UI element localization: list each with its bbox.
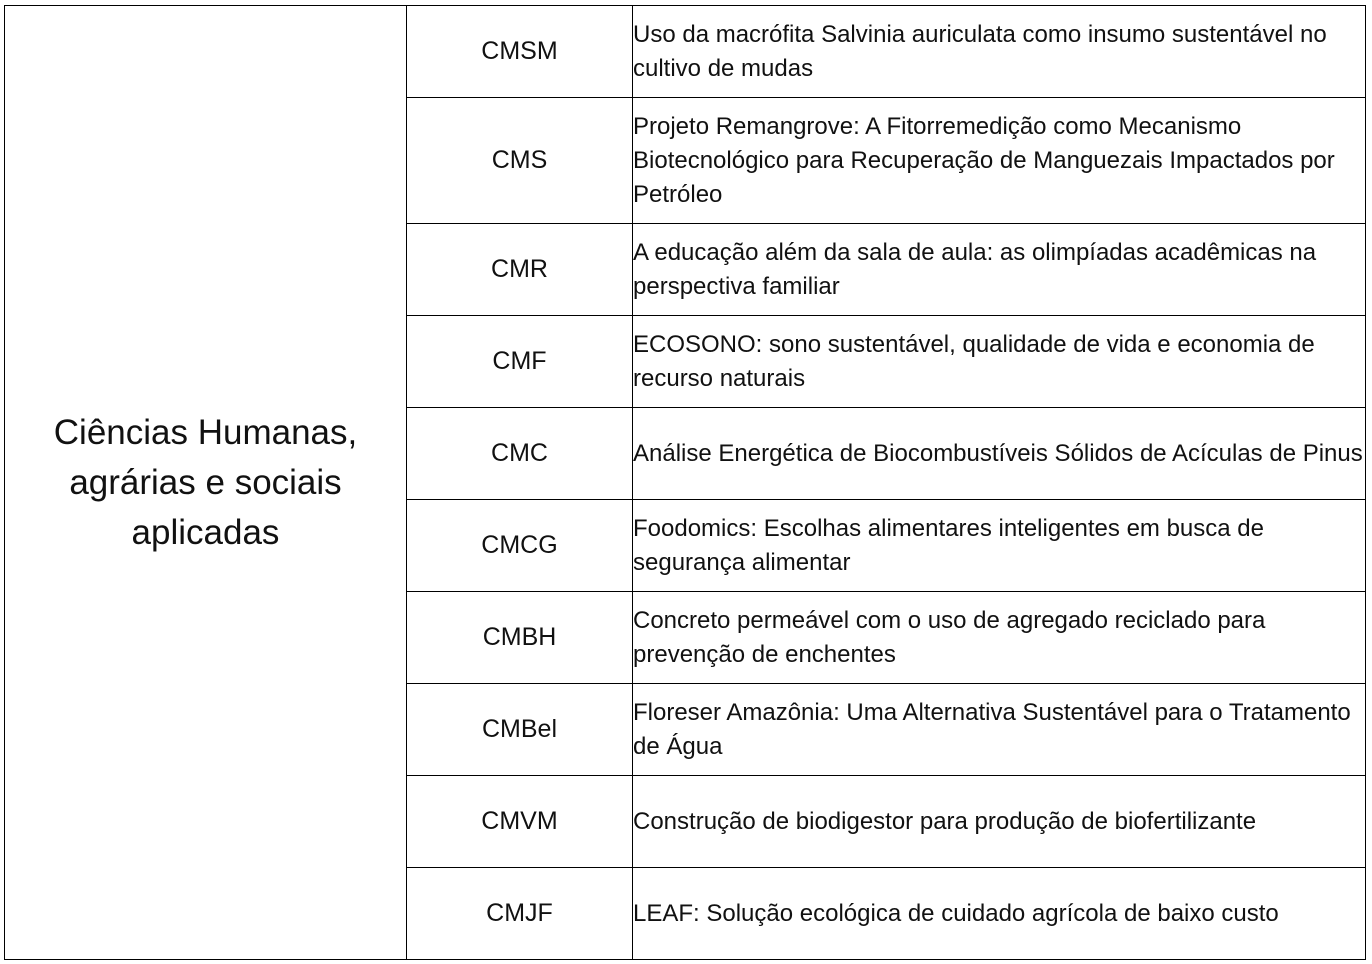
project-title: A educação além da sala de aula: as olimpíadas acadêmicas na perspectiva familiar: [633, 224, 1366, 316]
project-title: ECOSONO: sono sustentável, qualidade de vida e economia de recurso naturais: [633, 316, 1366, 408]
project-code: CMVM: [407, 776, 633, 868]
project-title: Concreto permeável com o uso de agregado reciclado para prevenção de enchentes: [633, 592, 1366, 684]
project-title: Foodomics: Escolhas alimentares inteligentes em busca de segurança alimentar: [633, 500, 1366, 592]
project-code: CMCG: [407, 500, 633, 592]
project-code: CMBel: [407, 684, 633, 776]
project-title: LEAF: Solução ecológica de cuidado agrícola de baixo custo: [633, 868, 1366, 960]
project-code: CMJF: [407, 868, 633, 960]
project-title: Floreser Amazônia: Uma Alternativa Sustentável para o Tratamento de Água: [633, 684, 1366, 776]
project-title: Análise Energética de Biocombustíveis Sólidos de Acículas de Pinus: [633, 408, 1366, 500]
project-code: CMC: [407, 408, 633, 500]
project-code: CMSM: [407, 6, 633, 98]
project-code: CMR: [407, 224, 633, 316]
table-row: [5, 6, 1366, 98]
project-title: Construção de biodigestor para produção de biofertilizante: [633, 776, 1366, 868]
area-cell: Ciências Humanas, agrárias e sociais aplicadas: [5, 6, 407, 960]
project-code: CMBH: [407, 592, 633, 684]
project-title: Uso da macrófita Salvinia auriculata como insumo sustentável no cultivo de mudas: [633, 6, 1366, 98]
project-code: CMS: [407, 98, 633, 224]
projects-table: [4, 5, 1366, 960]
project-title: Projeto Remangrove: A Fitorremedição como Mecanismo Biotecnológico para Recuperação de Manguezais Impactados por Petróleo: [633, 98, 1366, 224]
project-code: CMF: [407, 316, 633, 408]
